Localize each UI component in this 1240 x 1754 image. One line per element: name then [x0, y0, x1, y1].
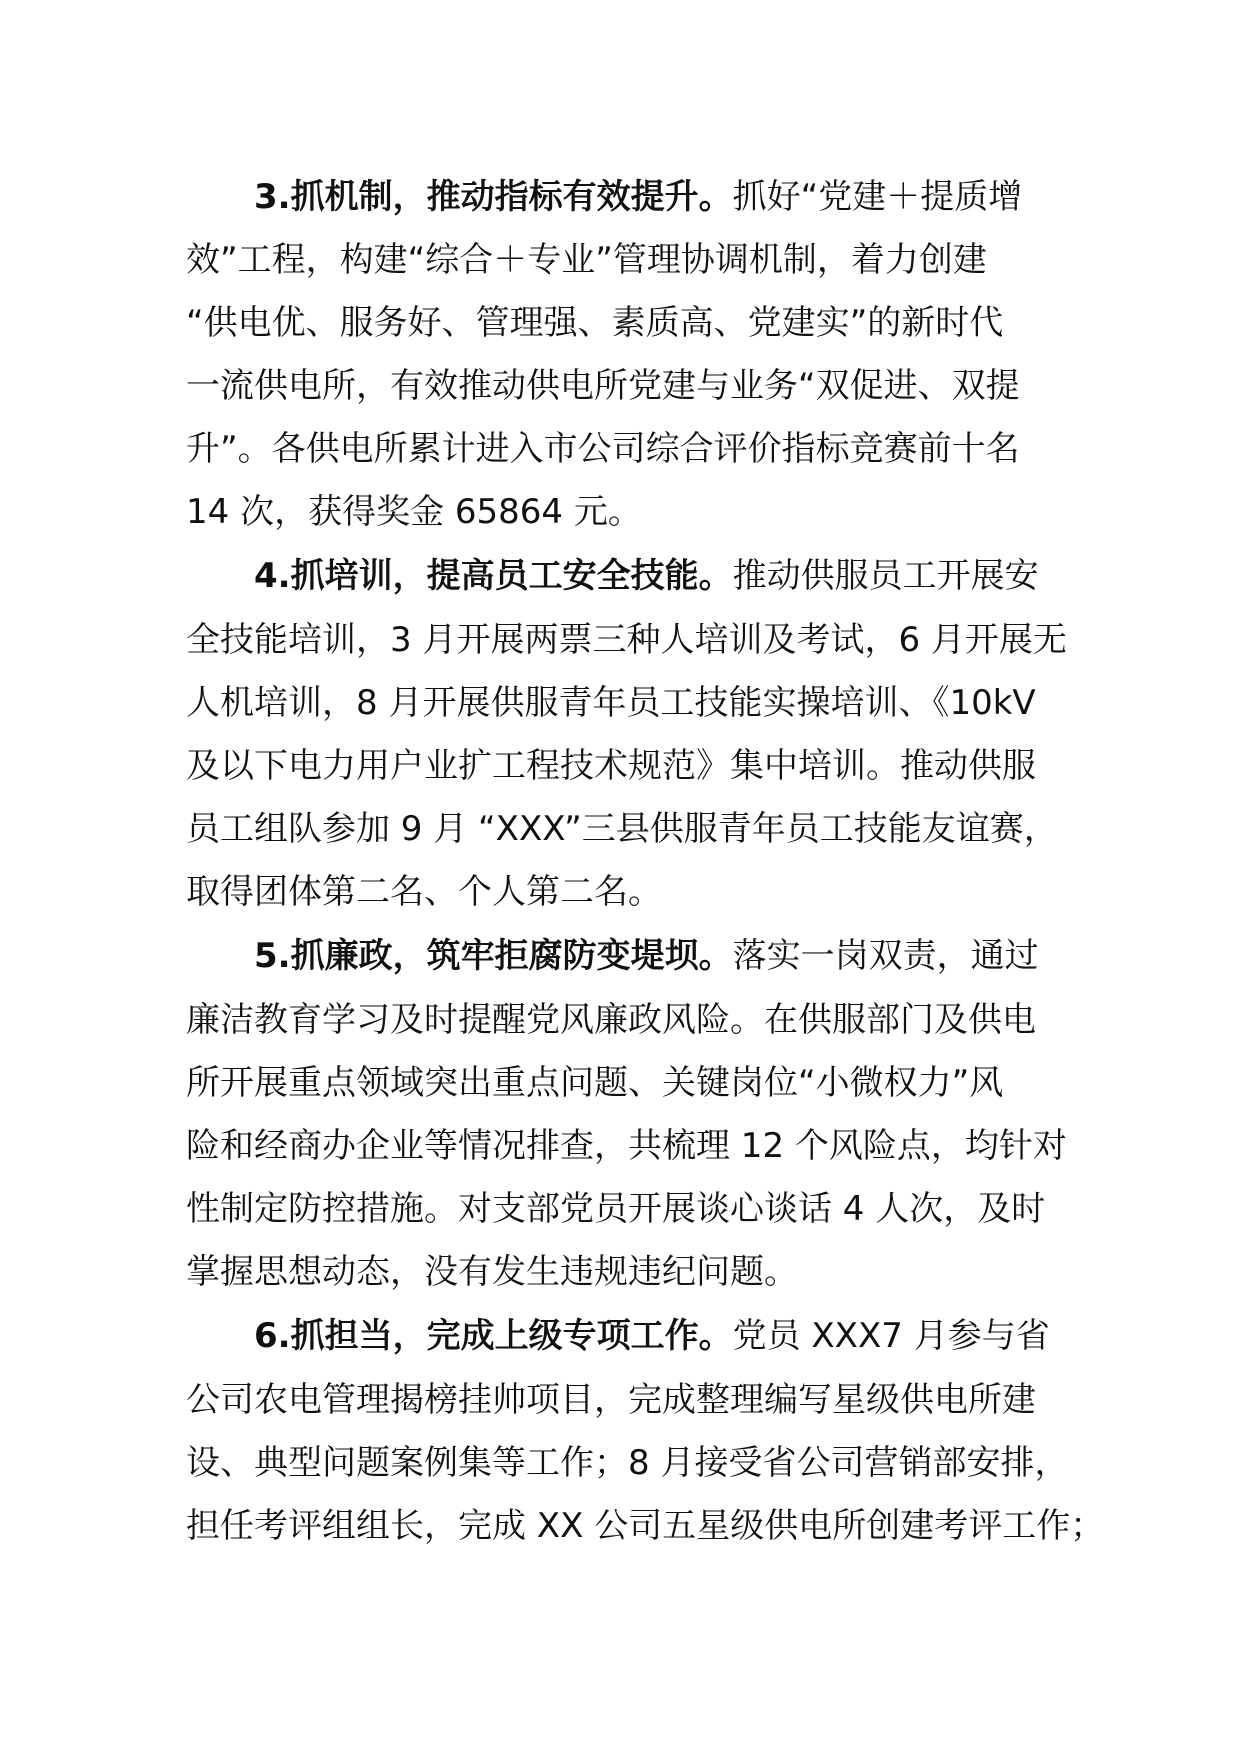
paragraph-4-line-4: 及以下电力用户业扩工程技术规范》集中培训。推动供服 [186, 746, 1036, 786]
paragraph-3-line-6: 14 次，获得奖金 65864 元。 [186, 492, 642, 532]
paragraph-5-line-5: 性制定防控措施。对支部党员开展谈心谈话 4 人次，及时 [186, 1189, 1046, 1229]
paragraph-5-text: 落实一岗双责，通过 [732, 936, 1039, 976]
paragraph-5-line-6: 掌握思想动态，没有发生违规违纪问题。 [186, 1252, 798, 1292]
paragraph-4-line-1 [254, 556, 1039, 596]
paragraph-5-heading: 5.抓廉政，筑牢拒腐防变堤坝。 [254, 936, 733, 976]
paragraph-4-text: 推动供服员工开展安 [732, 556, 1039, 596]
paragraph-4-heading: 4.抓培训，提高员工安全技能。 [254, 556, 733, 596]
paragraph-3-line-3: “供电优、服务好、管理强、素质高、党建实”的新时代 [186, 303, 1004, 343]
paragraph-4-line-5: 员工组队参加 9 月 “XXX”三县供服青年员工技能友谊赛， [186, 809, 1058, 849]
paragraph-3-line-5: 升”。各供电所累计进入市公司综合评价指标竞赛前十名 [186, 429, 1020, 469]
paragraph-4-line-3: 人机培训，8 月开展供服青年员工技能实操培训、《10kV [186, 683, 1036, 723]
paragraph-3-line-4: 一流供电所，有效推动供电所党建与业务“双促进、双提 [186, 366, 1020, 406]
paragraph-6-line-3: 设、典型问题案例集等工作；8 月接受省公司营销部安排， [186, 1443, 1069, 1483]
paragraph-6-text: 党员 XXX7 月参与省 [732, 1316, 1050, 1356]
paragraph-3-heading: 3.抓机制，推动指标有效提升。 [254, 177, 733, 217]
paragraph-6-line-1 [254, 1316, 1050, 1356]
paragraph-4-line-2: 全技能培训，3 月开展两票三种人培训及考试，6 月开展无 [186, 620, 1067, 660]
paragraph-6-line-4: 担任考评组组长，完成 XX 公司五星级供电所创建考评工作； [186, 1506, 1105, 1546]
paragraph-5-line-4: 险和经商办企业等情况排查，共梳理 12 个风险点，均针对 [186, 1126, 1067, 1166]
paragraph-6-line-2: 公司农电管理揭榜挂帅项目，完成整理编写星级供电所建 [186, 1380, 1036, 1420]
paragraph-3-line-2: 效”工程，构建“综合＋专业”管理协调机制，着力创建 [186, 240, 987, 280]
paragraph-5-line-2: 廉洁教育学习及时提醒党风廉政风险。在供服部门及供电 [186, 1000, 1036, 1040]
paragraph-4-line-6: 取得团体第二名、个人第二名。 [186, 872, 662, 912]
paragraph-5-line-1 [254, 936, 1039, 976]
paragraph-3-line-1 [254, 177, 1022, 217]
paragraph-5-line-3: 所开展重点领域突出重点问题、关键岗位“小微权力”风 [186, 1063, 1004, 1103]
paragraph-3-text: 抓好“党建＋提质增 [732, 177, 1023, 217]
paragraph-6-heading: 6.抓担当，完成上级专项工作。 [254, 1316, 733, 1356]
